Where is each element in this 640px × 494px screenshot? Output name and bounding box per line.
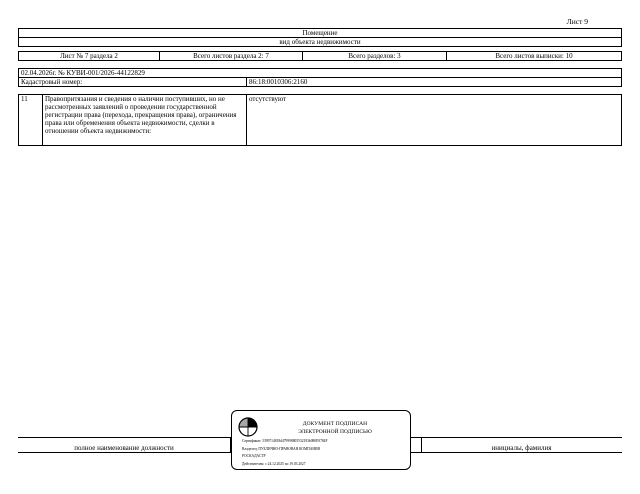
header-table xyxy=(18,28,622,61)
name-label: инициалы, фамилия xyxy=(491,444,552,452)
meta-table xyxy=(18,68,622,87)
emblem-icon xyxy=(238,417,258,437)
section-sheets-total: Всего листов раздела 2: 7 xyxy=(160,52,303,61)
stamp-owner-line2: РОСКАДАСТР xyxy=(242,454,266,458)
item-table xyxy=(18,94,622,146)
object-title: Помещение xyxy=(19,29,622,38)
stamp-validity: Действителен: с 24.12.2025 по 19.03.2027 xyxy=(242,462,306,466)
electronic-signature-stamp xyxy=(231,410,411,470)
date-number: 02.04.2026г. № КУВИ-001/2026-44122829 xyxy=(19,69,622,78)
sheet-of-section: Лист № 7 раздела 2 xyxy=(19,52,160,61)
cadastral-label: Кадастровый номер: xyxy=(19,78,247,87)
extract-sheets-total: Всего листов выписки: 10 xyxy=(447,52,622,61)
item-number: 11 xyxy=(19,95,43,146)
stamp-certificate: Сертификат: 5399714818d479998805532193b080E9784F xyxy=(242,439,328,443)
stamp-title-line1: ДОКУМЕНТ ПОДПИСАН xyxy=(302,421,368,427)
position-label: полное наименование должности xyxy=(74,444,174,452)
sheet-number: Лист 9 xyxy=(566,17,588,26)
stamp-owner-line1: Владелец: ПУБЛИЧНО-ПРАВОВАЯ КОМПАНИЯ xyxy=(242,447,320,451)
object-subtitle: вид объекта недвижимости xyxy=(19,38,622,47)
stamp-title-line2: ЭЛЕКТРОННОЙ ПОДПИСЬЮ xyxy=(298,429,372,435)
sections-total: Всего разделов: 3 xyxy=(303,52,447,61)
item-value: отсутствуют xyxy=(247,95,622,146)
item-label: Правопритязания и сведения о наличии поступивших, но не рассмотренных заявлений о проведении государственной регистрации права (перехода, прекращения права), ограничения права или обременения объекта недвижимости, сделки в отношении объекта недвижимости: xyxy=(43,95,247,146)
cadastral-value: 86:18:0010306:2160 xyxy=(247,78,622,87)
